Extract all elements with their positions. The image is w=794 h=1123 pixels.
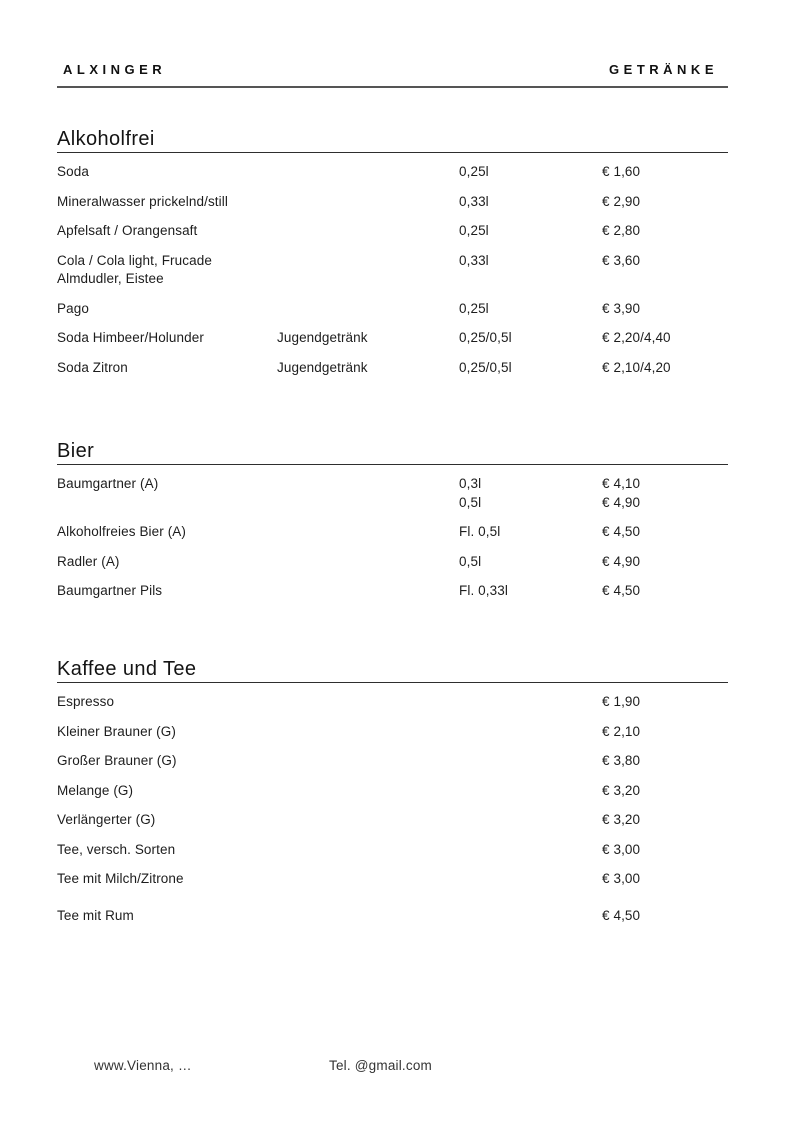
item-size-line: 0,5l [459,553,482,569]
item-price [602,300,728,319]
section-title: Kaffee und Tee [57,658,197,680]
item-name-line: Melange (G) [57,782,134,798]
item-size-line: 0,33l [459,252,489,268]
item-price-line: € 4,90 [602,494,641,510]
item-name [57,723,277,742]
item-price [602,329,728,348]
item-name [57,752,277,771]
item-size-line: 0,25l [459,223,489,238]
item-price [602,252,728,271]
item-size [459,359,602,378]
item-name-line: Baumgartner (A) [57,476,159,491]
item-size-line: 0,25/0,5l [459,330,512,345]
item-name [57,163,277,182]
item-price [602,163,728,182]
item-name [57,782,277,801]
menu-item-row [57,163,728,182]
item-price-line: € 3,20 [602,812,641,827]
item-name-line: Kleiner Brauner (G) [57,723,176,739]
item-name [57,300,277,319]
item-price [602,222,728,241]
menu-section [57,126,728,388]
website-text: www.Vienna, … [94,1058,192,1073]
item-price [602,359,728,378]
item-size [459,582,602,601]
section-rows [57,153,728,377]
item-size [459,523,602,542]
item-note-line: Jugendgetränk [277,330,368,345]
item-name-line: Apfelsaft / Orangensaft [57,223,198,238]
menu-item-row [57,300,728,319]
menu-section [57,656,728,936]
item-note-line: Jugendgetränk [277,359,368,375]
item-size-line: 0,25l [459,300,489,316]
section-title: Alkoholfrei [57,128,155,150]
item-size-line: Fl. 0,5l [459,524,501,539]
menu-item-row [57,870,728,889]
item-price-line: € 3,00 [602,871,641,886]
item-name-line: Großer Brauner (G) [57,753,177,768]
item-price-line: € 3,90 [602,300,641,316]
menu-item-row [57,553,728,572]
item-name-line: Alkoholfreies Bier (A) [57,524,186,539]
item-price-line: € 2,20/4,40 [602,330,671,345]
item-price [602,811,728,830]
item-price-line: € 3,60 [602,252,641,268]
item-price [602,752,728,771]
item-size [459,329,602,348]
item-name-line: Cola / Cola light, Frucade [57,252,212,268]
item-name-line: Verlängerter (G) [57,812,156,827]
menu-item-row [57,359,728,378]
item-name-line: Pago [57,300,89,316]
item-price-line: € 4,10 [602,476,641,491]
item-price-line: € 2,80 [602,223,641,238]
item-price-line: € 4,50 [602,524,641,539]
item-price [602,523,728,542]
item-price [602,870,728,889]
item-name [57,252,277,289]
menu-item-row [57,193,728,212]
item-price [602,723,728,742]
item-price [602,841,728,860]
menu-title: GETRÄNKE [609,62,718,77]
section-rows [57,683,728,925]
item-name-line: Baumgartner Pils [57,583,163,598]
item-name [57,811,277,830]
item-name-line: Tee, versch. Sorten [57,841,176,857]
item-price-line: € 4,50 [602,907,641,923]
item-size [459,252,602,271]
item-price [602,782,728,801]
item-name [57,907,277,926]
item-price-line: € 3,20 [602,782,641,798]
item-name [57,475,277,494]
item-size-line: 0,25/0,5l [459,359,512,375]
item-name-line: Almdudler, Eistee [57,271,164,286]
item-price-line: € 1,60 [602,164,641,179]
section-rows [57,465,728,601]
item-price-line: € 2,10 [602,723,641,739]
menu-item-row [57,475,728,512]
menu-section [57,438,728,612]
item-size [459,475,602,512]
item-size [459,193,602,212]
item-size [459,300,602,319]
menu-item-row [57,841,728,860]
menu-item-row [57,523,728,542]
item-name-line: Soda Zitron [57,359,128,375]
menu-item-row [57,811,728,830]
item-name [57,359,277,378]
item-price [602,193,728,212]
item-name-line: Mineralwasser prickelnd/still [57,193,228,209]
menu-item-row [57,252,728,289]
item-size [459,553,602,572]
item-name [57,582,277,601]
item-name-line: Soda [57,164,89,179]
item-price [602,693,728,712]
item-name [57,841,277,860]
item-name [57,222,277,241]
item-name-line: Tee mit Milch/Zitrone [57,871,184,886]
item-name-line: Radler (A) [57,553,120,569]
item-price [602,907,728,926]
section-title: Bier [57,440,95,462]
item-price-line: € 3,80 [602,753,641,768]
page-footer [57,1058,728,1078]
item-name [57,329,277,348]
item-price [602,475,728,512]
item-name-line: Espresso [57,694,115,709]
menu-item-row [57,723,728,742]
item-name [57,193,277,212]
item-size-line: 0,25l [459,164,489,179]
item-name-line: Soda Himbeer/Holunder [57,330,204,345]
item-size-line: 0,3l [459,476,482,491]
item-name [57,523,277,542]
item-name-line: Tee mit Rum [57,907,134,923]
restaurant-name: ALXINGER [63,62,167,77]
item-note [277,359,459,378]
item-size [459,222,602,241]
item-name [57,693,277,712]
item-price-line: € 4,90 [602,553,641,569]
item-size [459,163,602,182]
phone-text: Tel. @gmail.com [329,1058,432,1073]
item-price [602,582,728,601]
menu-item-row [57,907,728,926]
item-price-line: € 2,90 [602,193,641,209]
item-size-line: 0,5l [459,494,482,510]
item-name [57,553,277,572]
item-price [602,553,728,572]
item-note [277,329,459,348]
menu-item-row [57,329,728,348]
item-price-line: € 3,00 [602,841,641,857]
menu-item-row [57,582,728,601]
menu-item-row [57,222,728,241]
item-price-line: € 2,10/4,20 [602,359,671,375]
item-price-line: € 1,90 [602,694,641,709]
item-price-line: € 4,50 [602,583,641,598]
item-size-line: Fl. 0,33l [459,583,508,598]
menu-item-row [57,693,728,712]
item-size-line: 0,33l [459,193,489,209]
menu-item-row [57,752,728,771]
item-name [57,870,277,889]
menu-item-row [57,782,728,801]
